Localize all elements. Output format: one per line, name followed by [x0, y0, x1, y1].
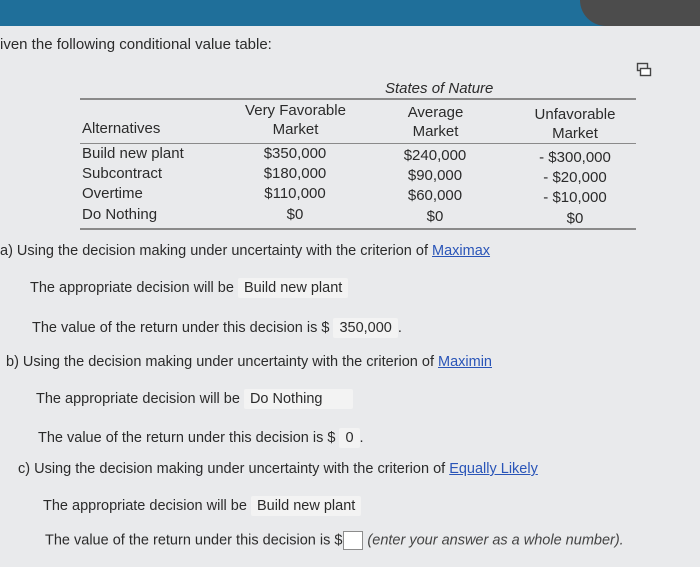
decision-answer-b: Do Nothing	[244, 389, 353, 409]
decision-line-a: The appropriate decision will be Build new plant	[30, 278, 348, 298]
value-line-a: The value of the return under this decision is $ 350,000 .	[32, 320, 402, 336]
table-bottom-rule	[80, 228, 636, 230]
intro-text: iven the following conditional value table:	[0, 36, 272, 53]
maximin-link[interactable]: Maximin	[438, 354, 492, 370]
cell-avg: $0	[426, 208, 444, 225]
cell-unf: - $10,000	[543, 189, 607, 206]
cell-avg: $90,000	[407, 167, 463, 184]
value-answer-a: 350,000	[333, 318, 397, 338]
cell-vfm: $110,000	[264, 185, 326, 202]
row-label: Subcontract	[82, 165, 163, 182]
decision-answer-c: Build new plant	[251, 496, 361, 516]
value-answer-b: 0	[339, 428, 359, 448]
window-top-bar	[0, 0, 700, 26]
cell-vfm: $180,000	[263, 165, 327, 182]
header-average: Average Market	[407, 104, 464, 140]
cell-unf: $0	[566, 210, 584, 227]
header-unfavorable: Unfavorable Market	[534, 106, 616, 142]
cell-avg: $240,000	[403, 147, 467, 164]
states-of-nature-title: States of Nature	[385, 80, 494, 97]
cell-vfm: $0	[286, 206, 304, 223]
table-top-rule	[80, 98, 636, 100]
row-label: Build new plant	[82, 145, 184, 162]
value-line-c: The value of the return under this decision is $ (enter your answer as a whole number).	[45, 532, 624, 549]
cell-avg: $60,000	[407, 187, 463, 204]
question-a: a) Using the decision making under uncertainty with the criterion of Maximax	[0, 243, 491, 259]
question-c: c) Using the decision making under uncertainty with the criterion of Equally Likely	[18, 461, 538, 477]
equally-likely-link[interactable]: Equally Likely	[449, 461, 538, 477]
maximax-link[interactable]: Maximax	[432, 243, 491, 259]
cell-vfm: $350,000	[263, 145, 327, 162]
header-alternatives: Alternatives	[82, 120, 161, 137]
decision-line-b: The appropriate decision will be Do Nothing	[36, 389, 353, 409]
cell-unf: - $300,000	[539, 149, 611, 166]
answer-hint: (enter your answer as a whole number).	[367, 532, 624, 549]
decision-line-c: The appropriate decision will be Build new plant	[43, 496, 361, 516]
cell-unf: - $20,000	[543, 169, 607, 186]
row-label: Do Nothing	[82, 206, 158, 223]
value-answer-input[interactable]	[343, 531, 363, 550]
copy-icon[interactable]	[636, 62, 652, 78]
decision-answer-a: Build new plant	[238, 278, 348, 298]
header-very-favorable: Very Favorable Market	[245, 102, 346, 138]
question-b: b) Using the decision making under uncertainty with the criterion of Maximin	[6, 354, 492, 370]
value-line-b: The value of the return under this decision is $ 0 .	[38, 430, 364, 446]
row-label: Overtime	[82, 185, 143, 202]
table-header-rule	[80, 143, 636, 144]
